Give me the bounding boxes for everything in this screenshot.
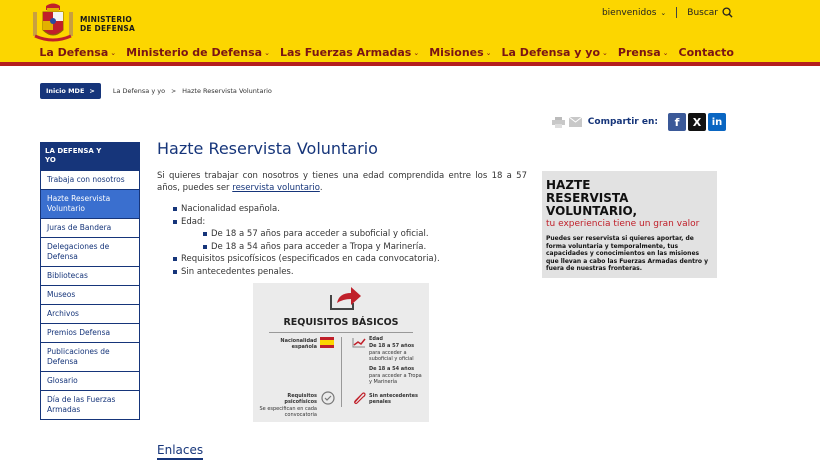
requirements-list <box>173 203 527 278</box>
x-twitter-icon[interactable]: X <box>688 113 706 131</box>
nav-item-las-fuerzas-armadas[interactable] <box>280 46 419 59</box>
infographic-age-2-desc: para acceder a Tropa y Marinería <box>369 373 422 385</box>
list-item: De 18 a 57 años para acceder a suboficial y oficial. <box>203 228 527 241</box>
intro-text: Si quieres trabajar con nosotros y tienes una edad comprendida entre los 18 a 57 años, puedes ser <box>157 171 527 193</box>
nav-item-prensa[interactable] <box>618 46 669 59</box>
site-logo[interactable] <box>30 2 135 46</box>
age-label: Edad: <box>181 216 206 227</box>
sidebar-item[interactable]: Premios Defensa <box>41 323 139 342</box>
share-bar <box>552 113 726 131</box>
nav-item-ministerio-de-defensa[interactable] <box>126 46 270 59</box>
chevron-down-icon: ⌄ <box>660 8 667 17</box>
chevron-right-icon: > <box>171 87 177 95</box>
sidebar-item[interactable]: Glosario <box>41 371 139 390</box>
list-item: Requisitos psicofísicos (especificados en cada convocatoria). <box>173 253 527 266</box>
welcome-label: bienvenidos <box>601 7 657 18</box>
infographic-psych-desc: Se especifican en cada convocatoria <box>259 406 317 418</box>
sidebar-item[interactable]: Día de las Fuerzas Armadas <box>41 390 139 419</box>
requirements-infographic <box>253 283 429 422</box>
list-item <box>173 216 527 254</box>
sidebar-item[interactable]: Museos <box>41 285 139 304</box>
nav-item-la-defensa[interactable] <box>39 46 116 59</box>
main-navigation <box>29 46 734 59</box>
infographic-age-label: Edad <box>369 336 383 342</box>
sidebar-item[interactable]: Bibliotecas <box>41 266 139 285</box>
divider <box>269 332 413 333</box>
infographic-records: Sin antecedentes penales <box>369 393 418 405</box>
nav-item-label: La Defensa <box>39 46 109 59</box>
infographic-psych: Requisitos psicofísicos <box>284 393 317 405</box>
nav-item-label: La Defensa y yo <box>501 46 601 59</box>
promo-title-line-1: HAZTE <box>546 178 591 192</box>
chevron-down-icon: ⌄ <box>413 48 420 57</box>
facebook-icon[interactable]: f <box>668 113 686 131</box>
breadcrumb <box>40 83 272 99</box>
chevron-down-icon: ⌄ <box>485 48 492 57</box>
chevron-down-icon: ⌄ <box>602 48 608 57</box>
nav-item-label: Prensa <box>617 46 661 59</box>
nav-item-label: Las Fuerzas Armadas <box>279 46 412 59</box>
coat-of-arms-icon <box>30 2 76 46</box>
nav-item-label: Contacto <box>678 46 734 59</box>
page-title: Hazte Reservista Voluntario <box>157 139 378 158</box>
infographic-age-1: De 18 a 57 años <box>369 343 415 349</box>
sidebar-item[interactable]: Delegaciones de Defensa <box>41 237 139 266</box>
reservista-voluntario-link[interactable]: reservista voluntario <box>232 183 320 193</box>
sidebar-menu <box>40 142 140 420</box>
breadcrumb-item-current: Hazte Reservista Voluntario <box>182 87 272 95</box>
sidebar-heading-line-2: YO <box>45 156 56 164</box>
infographic-age-2: De 18 a 54 años <box>369 366 415 372</box>
list-item: Nacionalidad española. <box>173 203 527 216</box>
list-item: Sin antecedentes penales. <box>173 266 527 279</box>
intro-end: . <box>319 183 323 193</box>
chevron-down-icon: ⌄ <box>264 48 270 57</box>
search-label: Buscar <box>687 7 718 18</box>
reservista-promo-banner[interactable] <box>542 171 717 278</box>
chevron-right-icon: > <box>89 87 95 95</box>
breadcrumb-home-label: Inicio MDE <box>46 87 85 95</box>
sidebar-item[interactable]: Hazte Reservista Voluntario <box>41 189 139 218</box>
chart-line-icon <box>352 337 366 348</box>
breadcrumb-home[interactable] <box>40 83 101 99</box>
sidebar-heading <box>41 143 139 170</box>
medical-check-icon <box>321 391 335 405</box>
top-utility-bar <box>602 7 733 18</box>
divider <box>676 7 677 18</box>
logo-line-2: DE DEFENSA <box>80 24 136 33</box>
promo-subtitle: tu experiencia tiene un gran valor <box>546 219 700 229</box>
logo-line-1: MINISTERIO <box>80 15 132 24</box>
infographic-title: REQUISITOS BÁSICOS <box>283 317 399 328</box>
site-header <box>0 0 820 66</box>
linkedin-icon[interactable]: in <box>708 113 726 131</box>
share-label: Compartir en: <box>587 117 658 127</box>
age-sublist <box>203 228 527 253</box>
sidebar-item[interactable]: Juras de Bandera <box>41 218 139 237</box>
nav-item-label: Ministerio de Defensa <box>126 46 263 59</box>
print-icon[interactable] <box>552 117 565 128</box>
search-icon <box>722 7 733 18</box>
sidebar-heading-line-1: LA DEFENSA Y <box>45 147 102 155</box>
spain-flag-icon <box>320 337 334 348</box>
nav-item-label: Misiones <box>429 46 484 59</box>
nav-item-misiones[interactable] <box>429 46 491 59</box>
divider <box>341 337 342 407</box>
share-arrow-icon <box>329 285 363 311</box>
chevron-down-icon: ⌄ <box>110 48 117 57</box>
intro-paragraph <box>157 170 527 194</box>
main-content <box>157 139 527 278</box>
promo-body: Puedes ser reservista si quieres aportar, de forma voluntaria y temporalmente, tus capacidades y conocimientos en las misiones que llevan a cabo las Fuerzas Armadas dentro y fuera de nuestras fronteras. <box>546 235 709 272</box>
breadcrumb-item-la-defensa-y-yo[interactable]: La Defensa y yo <box>112 87 166 95</box>
promo-title-line-2: RESERVISTA VOLUNTARIO, <box>546 191 638 218</box>
ministry-name <box>80 15 135 33</box>
sidebar-item[interactable]: Archivos <box>41 304 139 323</box>
infographic-age-1-desc: para acceder a suboficial y oficial <box>369 350 414 362</box>
search-button[interactable] <box>687 7 733 18</box>
sidebar-item[interactable]: Publicaciones de Defensa <box>41 342 139 371</box>
nav-item-contacto[interactable] <box>679 46 734 59</box>
infographic-nationality: Nacionalidad española <box>280 338 317 350</box>
email-icon[interactable] <box>569 117 582 127</box>
chevron-down-icon: ⌄ <box>662 48 669 57</box>
links-heading: Enlaces <box>157 443 203 460</box>
welcome-dropdown[interactable] <box>602 8 666 18</box>
list-item: De 18 a 54 años para acceder a Tropa y Marinería. <box>203 241 527 254</box>
nav-item-la-defensa-y-yo[interactable] <box>502 46 608 59</box>
paperclip-icon <box>352 391 366 405</box>
sidebar-item[interactable]: Trabaja con nosotros <box>41 170 139 189</box>
